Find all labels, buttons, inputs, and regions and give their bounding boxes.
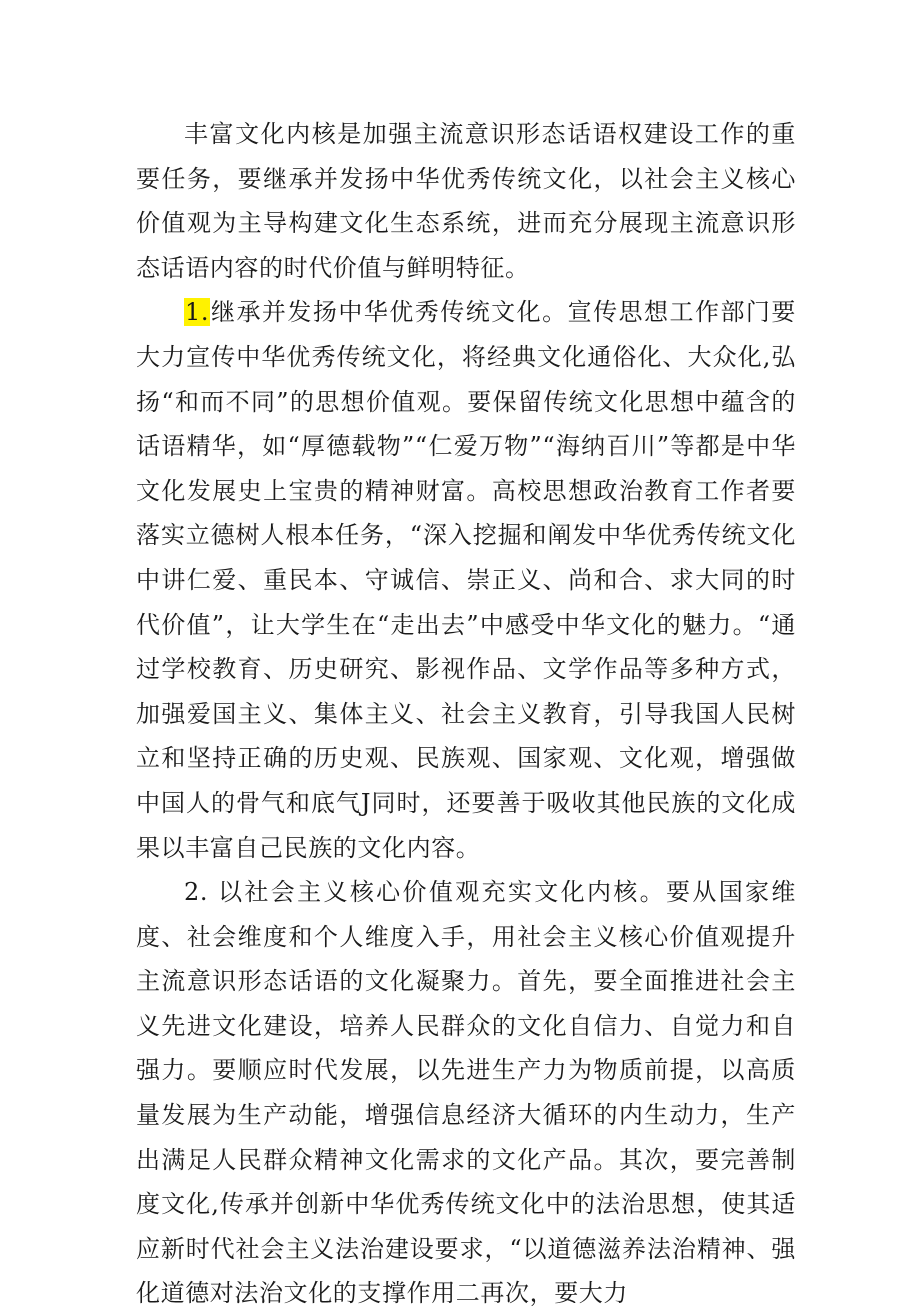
paragraph-intro	[136, 112, 796, 290]
highlighted-number-1: 1.	[185, 298, 210, 327]
paragraph-intro-text: 丰富文化内核是加强主流意识形态话语权建设工作的重要任务，要继承并发扬中华优秀传统文化，以社会主义核心价值观为主导构建文化生态系统，进而充分展现主流意识形态话语内容的时代价值与鲜明特征。	[136, 120, 796, 282]
paragraph-section-2	[136, 870, 796, 1316]
section-1-text: 继承并发扬中华优秀传统文化。宣传思想工作部门要大力宣传中华优秀传统文化，将经典文化通俗化、大众化,弘扬“和而不同”的思想价值观。要保留传统文化思想中蕴含的话语精华，如“厚德载物”“仁爱万物”“海纳百川”等都是中华文化发展史上宝贵的精神财富。高校思想政治教育工作者要落实立德树人根本任务，“深入挖掘和阐发中华优秀传统文化中讲仁爱、重民本、守诚信、崇正义、尚和合、求大同的时代价值”，让大学生在“走出去”中感受中华文化的魅力。“通过学校教育、历史研究、影视作品、文学作品等多种方式，加强爱国主义、集体主义、社会主义教育，引导我国人民树立和坚持正确的历史观、民族观、国家观、文化观，增强做中国人的骨气和底气J同时，还要善于吸收其他民族的文化成果以丰富自己民族的文化内容。	[136, 298, 796, 862]
paragraph-section-1	[136, 290, 796, 870]
section-2-number: 2.	[184, 878, 209, 907]
section-2-text: 以社会主义核心价值观充实文化内核。要从国家维度、社会维度和个人维度入手，用社会主义核心价值观提升主流意识形态话语的文化凝聚力。首先，要全面推进社会主义先进文化建设，培养人民群众的文化自信力、自觉力和自强力。要顺应时代发展，以先进生产力为物质前提，以高质量发展为生产动能，增强信息经济大循环的内生动力，生产出满足人民群众精神文化需求的文化产品。其次，要完善制度文化,传承并创新中华优秀传统文化中的法治思想，使其适应新时代社会主义法治建设要求，“以道德滋养法治精神、强化道德对法治文化的支撑作用二再次，要大力	[136, 878, 796, 1308]
document-body	[136, 112, 796, 1316]
